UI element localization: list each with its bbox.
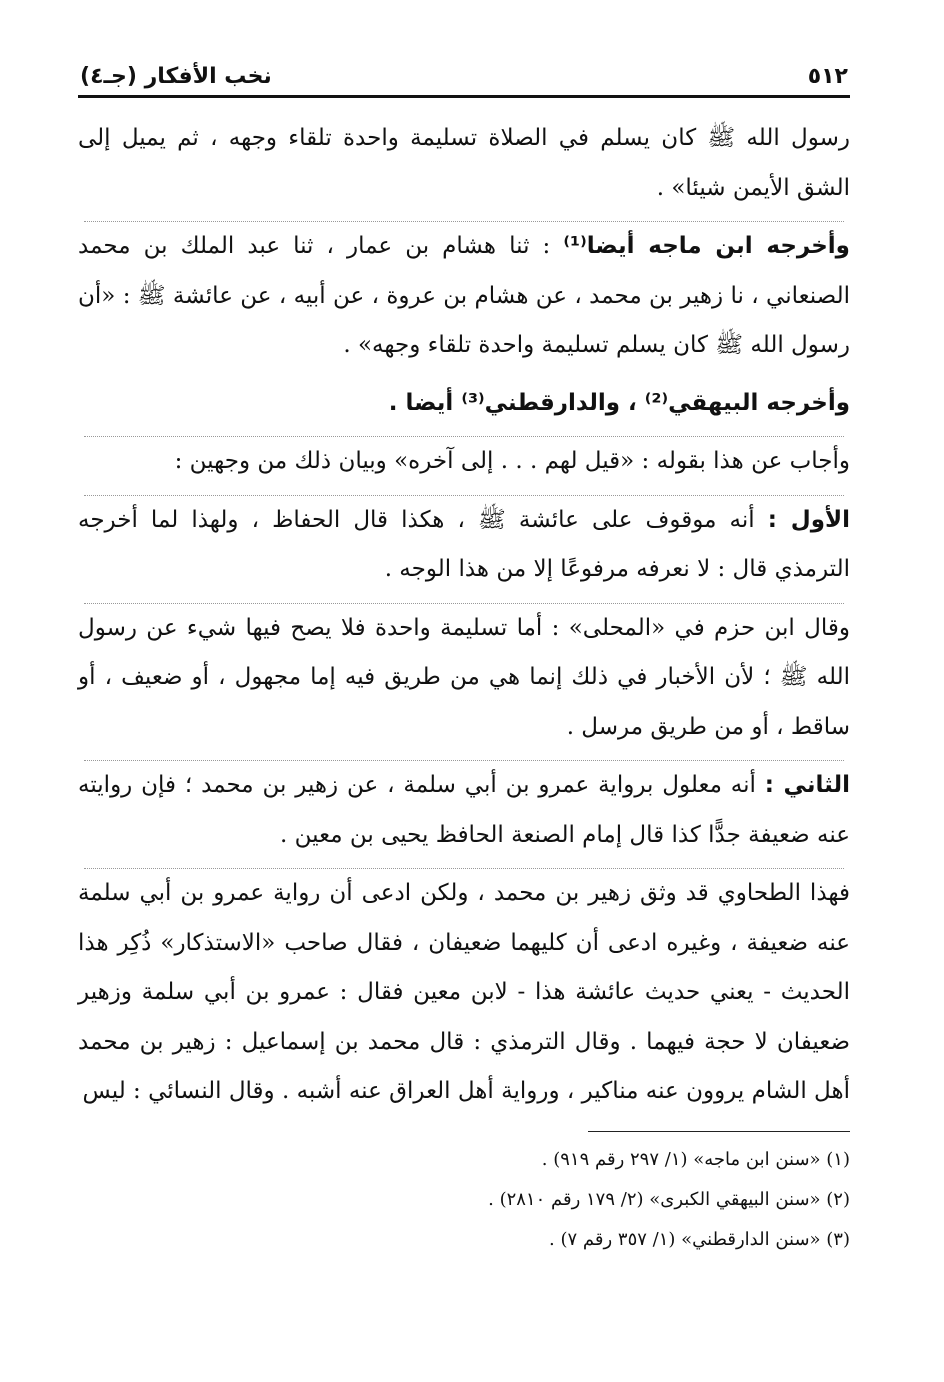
paragraph-5-text: أنه موقوف على عائشة ﷺ ، هكذا قال الحفاظ ، ولهذا لما أخرجه الترمذي قال : لا نعرفه مرفوعًا إلا من هذا الوجه . bbox=[78, 506, 850, 582]
footnote-1: (١) «سنن ابن ماجه» (١/ ٢٩٧ رقم ٩١٩) . bbox=[541, 1148, 850, 1170]
paragraph-1-text: رسول الله ﷺ كان يسلم في الصلاة تسليمة واحدة تلقاء وجهه ، ثم يميل إلى الشق الأيمن شيئا» . bbox=[78, 125, 850, 201]
paragraph-6-text: وقال ابن حزم في «المحلى» : أما تسليمة واحدة فلا يصح فيها شيء عن رسول الله ﷺ ؛ لأن الأخبار في ذلك إنما هي من طريق فيه إما مجهول ، أو ضعيف ، أو ساقط ، أو من طريق مرسل . bbox=[78, 614, 850, 740]
paragraph-2-lead: وأخرجه ابن ماجه أيضا⁽¹⁾ bbox=[563, 233, 850, 259]
paragraph-8-text: فهذا الطحاوي قد وثق زهير بن محمد ، ولكن ادعى أن رواية عمرو بن أبي سلمة عنه ضعيفة ، وغيره ادعى أن كليهما ضعيفان ، فقال صاحب «الاستذكار» ذُكِر هذا الحديث - يعني حديث عائشة هذا - لابن معين فقال : عمرو بن أبي سلمة وزهير ضعيفان لا حجة فيهما . وقال الترمذي : قال محمد بن إسماعيل : زهير بن محمد أهل الشام يروون عنه مناكير ، ورواية أهل العراق عنه أشبه . وقال النسائي : ليس bbox=[78, 880, 850, 1104]
paragraph-4-text: وأجاب عن هذا بقوله : «قيل لهم . . . إلى آخره» وبيان ذلك من وجهين : bbox=[174, 448, 850, 474]
paragraph-7 bbox=[78, 761, 850, 860]
paragraph-7-lead: الثاني : bbox=[764, 772, 851, 798]
page-number: ٥١٢ bbox=[807, 64, 848, 89]
book-page bbox=[78, 55, 850, 1260]
paragraph-7-text: أنه معلول برواية عمرو بن أبي سلمة ، عن زهير بن محمد ؛ فإن روايته عنه ضعيفة جدًّا كذا قال إمام الصنعة الحافظ يحيى بن معين . bbox=[78, 772, 850, 848]
paragraph-3 bbox=[78, 379, 850, 429]
paragraph-2 bbox=[78, 222, 850, 371]
book-title: نخب الأفكار (جـ٤) bbox=[80, 64, 272, 89]
footnote-rule bbox=[588, 1131, 850, 1132]
paragraph-6 bbox=[78, 604, 850, 753]
paragraph-2-text: : ثنا هشام بن عمار ، ثنا عبد الملك بن محمد الصنعاني ، نا زهير بن محمد ، عن هشام بن عروة ، عن أبيه ، عن عائشة ﷺ : «أن رسول الله ﷺ كان يسلم تسليمة واحدة تلقاء وجهه» . bbox=[78, 233, 850, 358]
paragraph-5 bbox=[78, 496, 850, 595]
footnote-3: (٣) «سنن الدارقطني» (١/ ٣٥٧ رقم ٧) . bbox=[549, 1228, 850, 1250]
paragraph-1 bbox=[78, 114, 850, 213]
paragraph-3-lead: وأخرجه البيهقي⁽²⁾ ، والدارقطني⁽³⁾ أيضا . bbox=[388, 389, 850, 416]
header-rule bbox=[78, 95, 850, 98]
paragraph-8 bbox=[78, 869, 850, 1117]
page-header bbox=[78, 55, 850, 89]
paragraph-4 bbox=[78, 437, 850, 487]
paragraph-5-lead: الأول : bbox=[767, 506, 851, 533]
footnote-2: (٢) «سنن البيهقي الكبرى» (٢/ ١٧٩ رقم ٢٨١٠) . bbox=[488, 1188, 850, 1210]
